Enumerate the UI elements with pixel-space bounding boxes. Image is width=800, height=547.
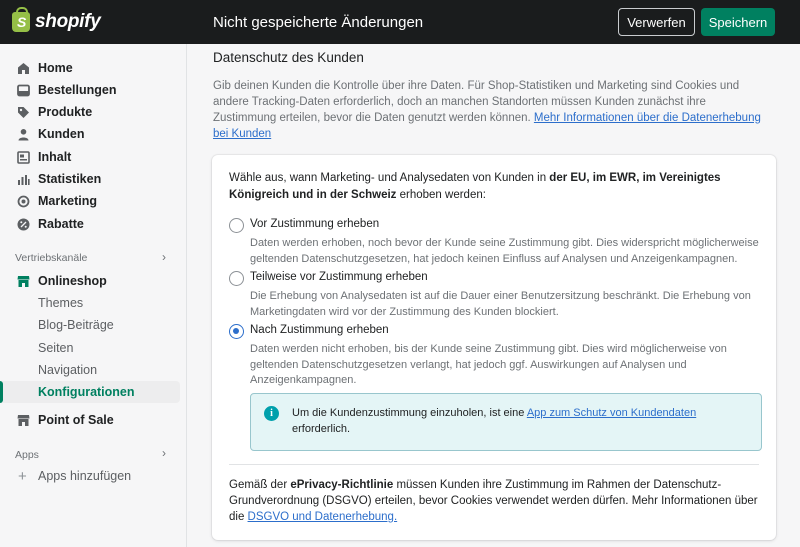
tag-icon: [17, 106, 30, 119]
divider: [229, 464, 759, 465]
unsaved-changes-title: Nicht gespeicherte Änderungen: [213, 14, 424, 31]
sidebar-subitem-blog-posts[interactable]: [0, 314, 180, 336]
radio-help-text: Die Erhebung von Analysedaten ist auf die Dauer einer Benutzersitzung beschränkt. Die Erhebung von Marketingdaten wird vor der Zustimmung des Kunden blockiert.: [250, 290, 751, 318]
sales-channels-label: Vertriebskanäle: [15, 252, 88, 264]
sidebar-item-discounts[interactable]: [0, 213, 180, 235]
radio-label[interactable]: Teilweise vor Zustimmung erheben: [250, 271, 428, 283]
consent-settings-card: [212, 155, 776, 540]
sidebar-item-label: Produkte: [38, 105, 93, 119]
gdpr-footer-text: [229, 477, 759, 525]
radio-help-text: Daten werden erhoben, noch bevor der Kunde seine Zustimmung gibt. Dies widerspricht möglicherweise geltenden Datenschutzgesetzen, hat jedoch keinen Einfluss auf Analysen und Anzeigenkampagnen.: [250, 237, 759, 265]
radio-label[interactable]: Nach Zustimmung erheben: [250, 324, 389, 336]
content-icon: [17, 151, 30, 164]
sidebar-item-marketing[interactable]: [0, 190, 180, 212]
sidebar-item-label: Bestellungen: [38, 83, 117, 97]
gdpr-link[interactable]: DSGVO und Datenerhebung.: [247, 511, 398, 523]
sidebar-item-analytics[interactable]: [0, 168, 180, 190]
discard-button[interactable]: Verwerfen: [618, 8, 695, 36]
privacy-app-link[interactable]: App zum Schutz von Kundendaten: [526, 407, 697, 419]
sidebar-subitem-label: Themes: [38, 296, 84, 310]
sidebar-subitem-navigation[interactable]: [0, 359, 180, 381]
radio-help-text: Daten werden nicht erhoben, bis der Kunde seine Zustimmung gibt. Dies wird möglicherweise von geltenden Datenschutzgesetzen verlangt, hat jedoch ggf. Auswirkungen auf Analysen und Anzeigenkampagnen.: [250, 343, 727, 386]
banner-post: erforderlich.: [292, 423, 351, 435]
footer-post: müssen Kunden ihre Zustimmung im Rahmen der Datenschutz-Grundverordnung (DSGVO) erteilen, bevor Cookies verwendet werden dürfen. Mehr Informationen über die: [229, 479, 758, 523]
store-icon: [17, 275, 30, 288]
sidebar-subitem-label: Seiten: [38, 341, 74, 355]
page-section-heading: Datenschutz des Kunden: [213, 50, 364, 65]
sidebar-item-label: Inhalt: [38, 150, 72, 164]
shopping-bag-icon: [12, 12, 30, 32]
radio-button[interactable]: [229, 218, 244, 233]
chevron-right-icon[interactable]: ›: [162, 250, 166, 264]
apps-section-label: Apps: [15, 449, 39, 461]
card-intro-text: [229, 170, 749, 204]
sidebar-subitem-label: Blog-Beiträge: [38, 318, 114, 332]
sidebar-item-customers[interactable]: [0, 123, 180, 145]
footer-pre: Gemäß der: [229, 479, 291, 491]
info-icon: i: [264, 406, 279, 421]
chevron-right-icon[interactable]: ›: [162, 446, 166, 460]
analytics-icon: [17, 173, 30, 186]
radio-button[interactable]: [229, 271, 244, 286]
save-button[interactable]: Speichern: [701, 8, 775, 36]
sidebar-item-label: Rabatte: [38, 217, 84, 231]
sidebar-subitem-themes[interactable]: [0, 292, 180, 314]
sidebar-item-content[interactable]: [0, 146, 180, 168]
sidebar-item-label: Statistiken: [38, 172, 102, 186]
sidebar-item-add-apps[interactable]: [0, 465, 180, 487]
top-bar: [0, 0, 800, 44]
orders-icon: [17, 84, 30, 97]
logo-text: shopify: [35, 11, 101, 32]
point-of-sale-icon: [17, 414, 30, 427]
sidebar-item-home[interactable]: [0, 57, 180, 79]
sidebar-item-products[interactable]: [0, 101, 180, 123]
customer-data-info-link[interactable]: Mehr Informationen über die Datenerhebung bei Kunden: [213, 112, 761, 140]
shopify-logo[interactable]: [12, 10, 100, 34]
eprivacy-directive: ePrivacy-Richtlinie: [290, 479, 394, 491]
banner-text: [292, 405, 742, 437]
intro-pre: Wähle aus, wann Marketing- und Analysedaten von Kunden in: [229, 172, 550, 184]
sidebar-subitem-preferences[interactable]: [0, 381, 180, 403]
radio-label[interactable]: Vor Zustimmung erheben: [250, 218, 380, 230]
home-icon: [17, 62, 30, 75]
section-description: [213, 78, 768, 142]
sidebar-item-online-store[interactable]: [0, 270, 180, 292]
intro-post: erhoben werden:: [396, 189, 486, 201]
plus-icon: +: [18, 467, 27, 485]
person-icon: [17, 128, 30, 141]
sidebar-item-orders[interactable]: [0, 79, 180, 101]
intro-text: Gib deinen Kunden die Kontrolle über ihre Daten. Für Shop-Statistiken und Marketing sind Cookies und andere Tracking-Daten erforderlich, doch an manchen Standorten müssen Kunden zunächst ihre Zustimmung erteilen, bevor die Daten genutzt werden können.: [213, 80, 740, 124]
target-icon: [17, 195, 30, 208]
sidebar-subitem-pages[interactable]: [0, 337, 180, 359]
banner-pre: Um die Kundenzustimmung einzuholen, ist eine: [292, 407, 527, 419]
sidebar-item-label: Marketing: [38, 194, 98, 208]
intro-regions: der EU, im EWR, im Vereinigtes Königreich und in der Schweiz: [229, 172, 721, 201]
sidebar-item-label: Home: [38, 61, 73, 75]
sidebar-item-label: Kunden: [38, 127, 85, 141]
sidebar-item-point-of-sale[interactable]: [0, 409, 180, 431]
sidebar-item-label: Point of Sale: [38, 413, 114, 427]
sidebar-subitem-label: Konfigurationen: [38, 385, 135, 399]
sidebar-subitem-label: Navigation: [38, 363, 98, 377]
logo-glyph: S: [17, 14, 27, 30]
active-indicator: [0, 381, 3, 403]
discount-icon: [17, 218, 30, 231]
info-banner: [250, 393, 762, 451]
sidebar-item-label: Apps hinzufügen: [38, 469, 132, 483]
radio-button-selected[interactable]: [229, 324, 244, 339]
sidebar-item-label: Onlineshop: [38, 274, 107, 288]
sidebar: [0, 44, 187, 547]
